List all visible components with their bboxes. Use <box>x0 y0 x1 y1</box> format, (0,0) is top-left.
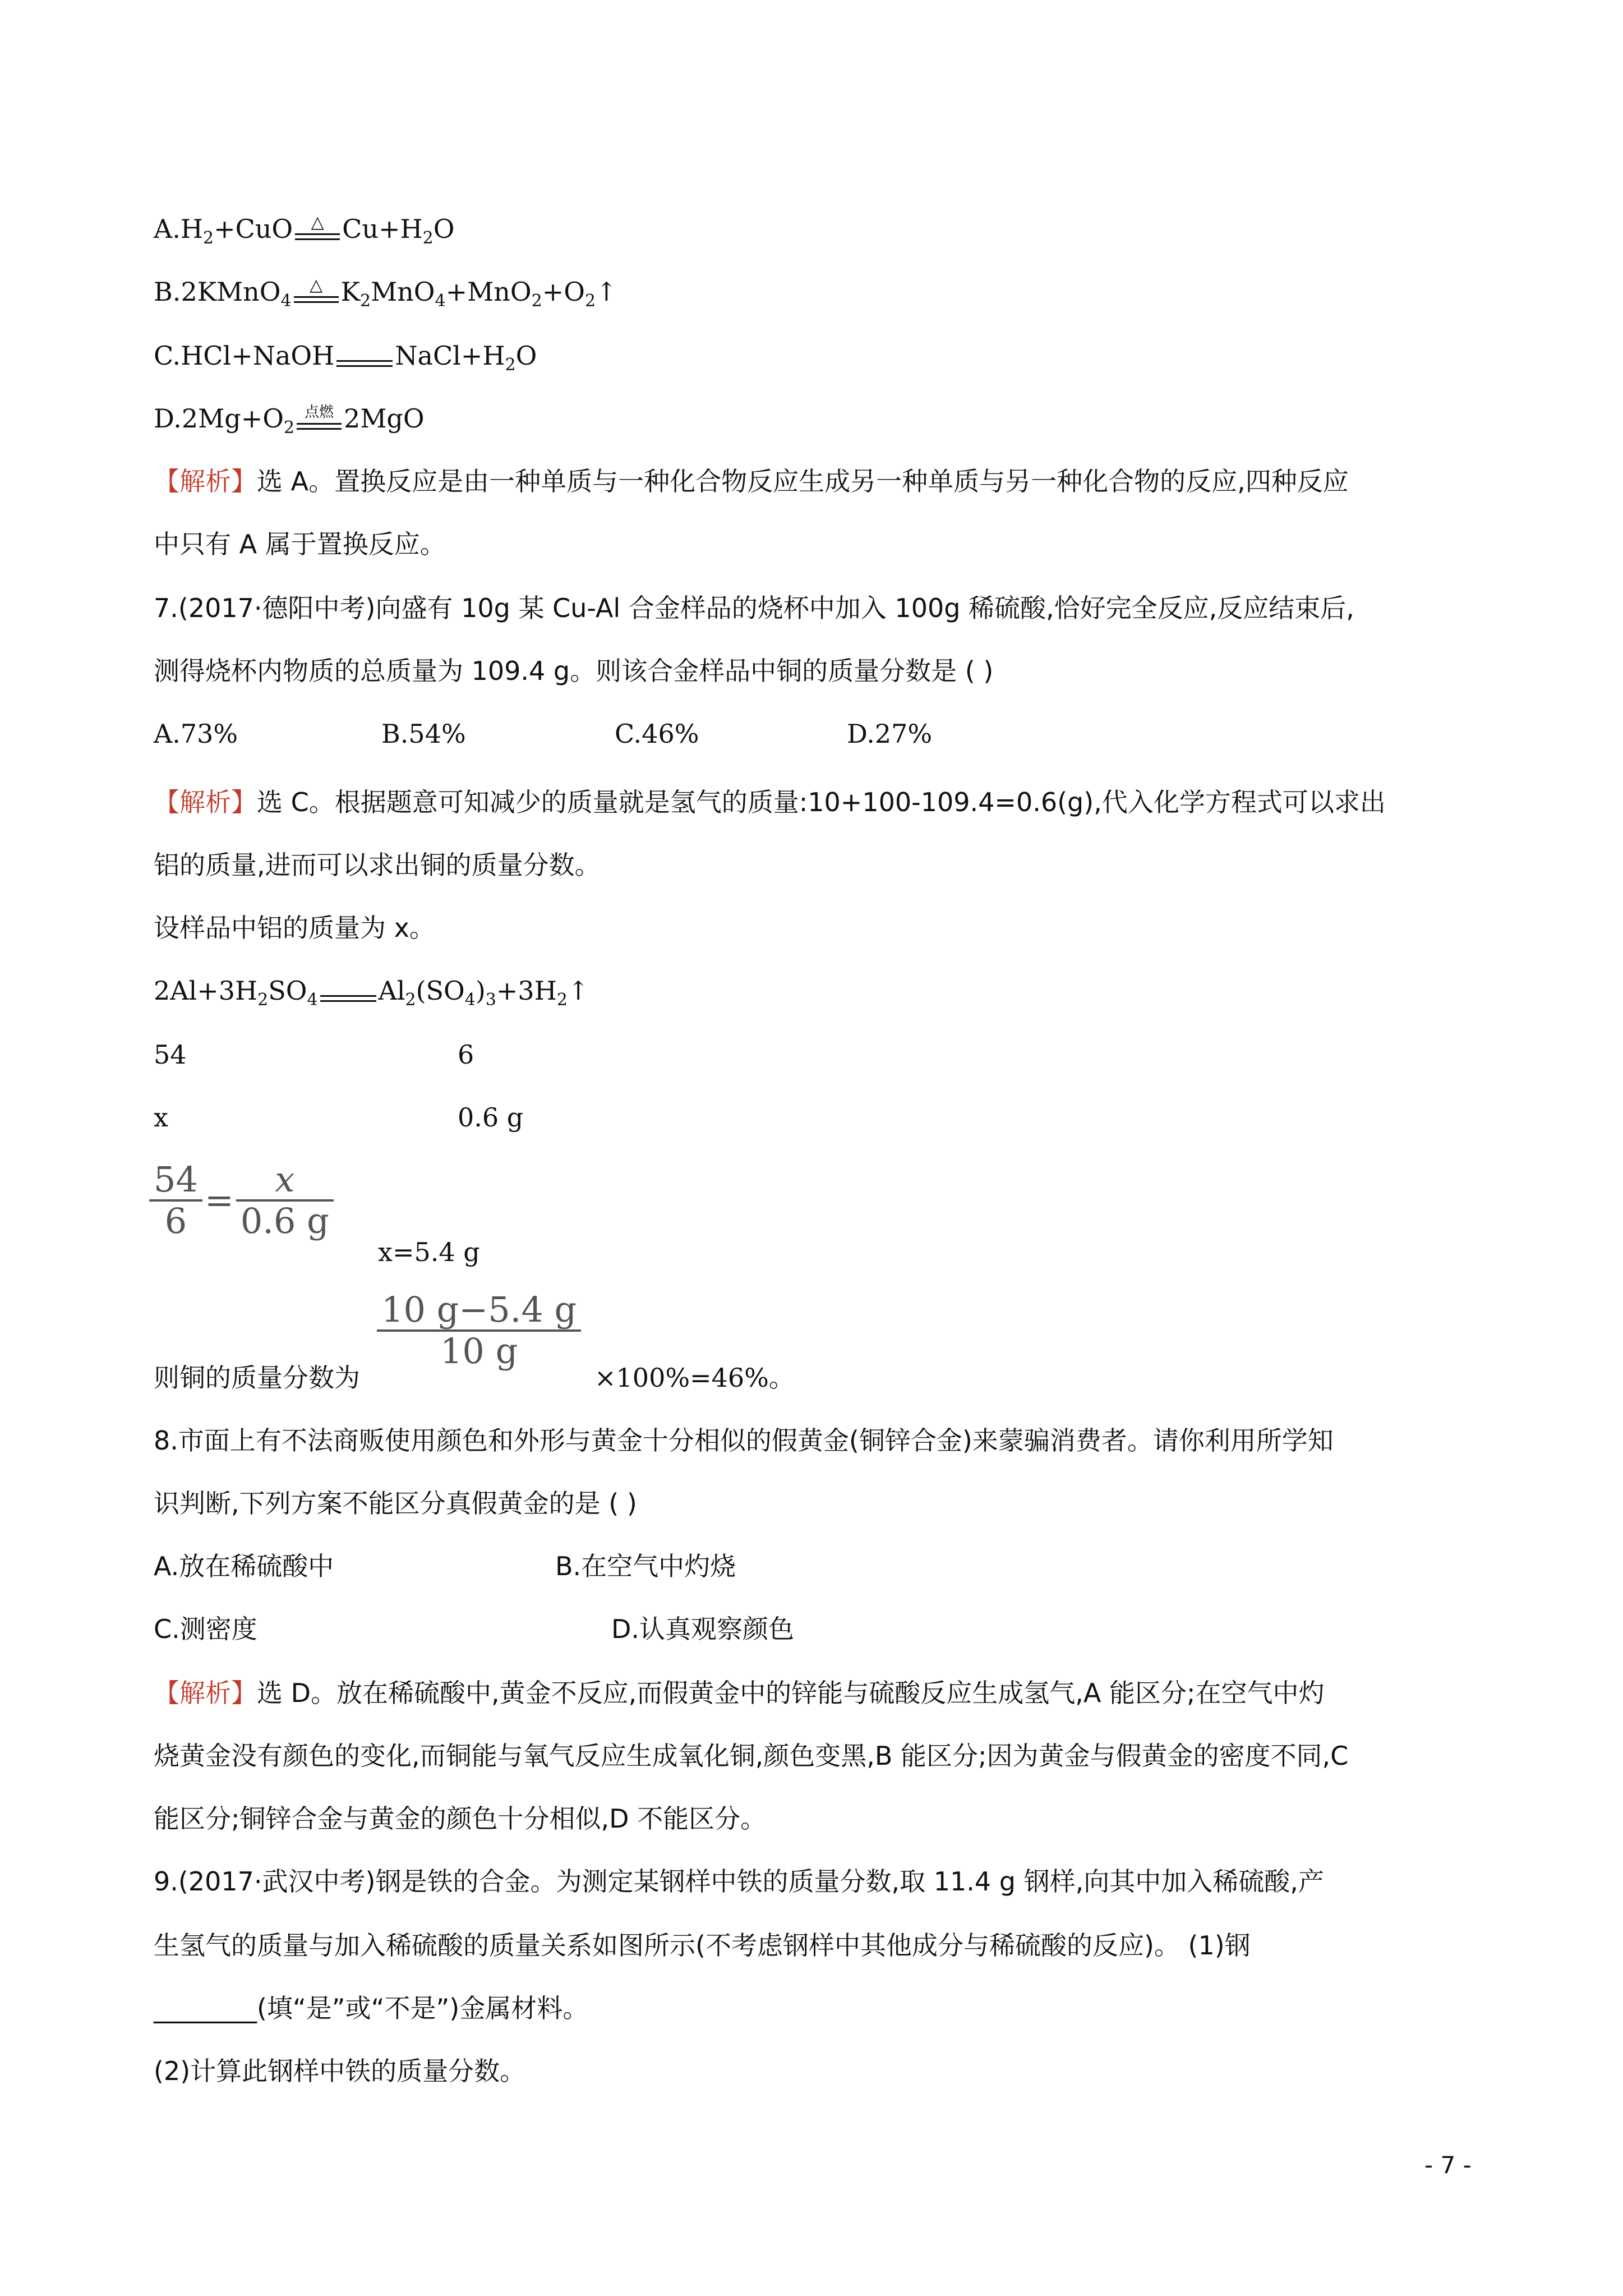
q7-analysis-line3: 设样品中铝的质量为 x。 <box>154 913 435 943</box>
formula-text: (SO <box>416 976 465 1006</box>
q6-analysis-line1 <box>154 463 1349 499</box>
reaction-equals <box>336 338 393 374</box>
ignite-condition: 点燃 <box>305 404 334 421</box>
formula-text: +CuO <box>214 214 293 244</box>
q7-analysis-line2: 铝的质量,进而可以求出铜的质量分数。 <box>154 850 601 880</box>
mass-ratio-left: 54 <box>154 1039 187 1070</box>
subscript: 2 <box>202 228 214 249</box>
q8-option-b: B.在空气中灼烧 <box>555 1551 736 1581</box>
option-a <box>154 211 454 256</box>
formula-text: NaCl+H <box>395 341 505 371</box>
mass-unknown-left: x <box>154 1102 168 1133</box>
q8-option-c: C.测密度 <box>154 1614 257 1644</box>
subscript: 4 <box>280 291 292 311</box>
copper-fraction <box>377 1290 581 1371</box>
option-label: A. <box>154 214 181 244</box>
q8-analysis-line1 <box>154 1675 1325 1711</box>
q7-option-d: D.27% <box>847 719 933 749</box>
option-label: B. <box>154 277 181 307</box>
subscript: 2 <box>505 355 516 375</box>
q8-option-d: D.认真观察颜色 <box>611 1614 795 1644</box>
q8-analysis-line2: 烧黄金没有颜色的变化,而铜能与氧气反应生成氧化铜,颜色变黑,B 能区分;因为黄金与假黄金的密度不同,C <box>154 1741 1349 1771</box>
subscript: 2 <box>531 291 542 311</box>
q7-stem-line1: 7.(2017·德阳中考)向盛有 10g 某 Cu-Al 合金样品的烧杯中加入 100g 稀硫酸,恰好完全反应,反应结束后, <box>154 593 1354 623</box>
subscript: 2 <box>422 228 434 249</box>
fraction-copper <box>377 1290 581 1371</box>
subscript: 3 <box>485 990 496 1010</box>
q7-stem-line2: 测得烧杯内物质的总质量为 109.4 g。则该合金样品中铜的质量分数是 ( ) <box>154 656 994 686</box>
analysis-text: 选 A。置换反应是由一种单质与一种化合物反应生成另一种单质与另一种化合物的反应,四种反应 <box>257 466 1349 496</box>
option-b <box>154 274 617 319</box>
formula-text: +3H <box>496 976 557 1006</box>
formula-text: 2Al+3H <box>154 976 258 1006</box>
q9-stem-line4: (2)计算此钢样中铁的质量分数。 <box>154 2056 526 2086</box>
option-d <box>154 401 425 446</box>
fraction-numerator: 54 <box>149 1160 202 1202</box>
q7-analysis-line1 <box>154 784 1386 820</box>
formula-text: MnO <box>371 277 435 307</box>
subscript: 4 <box>307 990 318 1010</box>
formula-text: Al <box>378 976 405 1006</box>
q9-stem-line3: ________(填“是”或“不是”)金属材料。 <box>154 1993 589 2023</box>
mass-ratio-right: 6 <box>458 1039 474 1070</box>
fraction-x-0-6g <box>236 1160 334 1241</box>
copper-result-suffix: ×100%=46%。 <box>594 1363 795 1393</box>
gas-arrow-icon: ↑ <box>596 277 617 307</box>
q7-option-c: C.46% <box>615 719 699 749</box>
formula-text: SO <box>268 976 307 1006</box>
subscript: 2 <box>584 291 596 311</box>
subscript: 2 <box>359 291 371 311</box>
fraction-numerator: 10 g−5.4 g <box>377 1290 581 1332</box>
fraction-denominator: 10 g <box>440 1331 518 1372</box>
formula-text: O <box>433 214 455 244</box>
reaction-equals <box>294 274 339 310</box>
formula-text: HCl+NaOH <box>181 341 335 371</box>
q8-stem-line1: 8.市面上有不法商贩使用颜色和外形与黄金十分相似的假黄金(铜锌合金)来蒙骗消费者。请你利用所学知 <box>154 1425 1334 1456</box>
subscript: 2 <box>283 418 295 438</box>
copper-result-prefix: 则铜的质量分数为 <box>154 1363 360 1393</box>
q6-analysis-line2: 中只有 A 属于置换反应。 <box>154 529 446 559</box>
option-label: C. <box>154 341 181 371</box>
q7-option-b: B.54% <box>381 719 466 749</box>
subscript: 4 <box>464 990 476 1010</box>
q9-stem-line2: 生氢气的质量与加入稀硫酸的质量关系如图所示(不考虑钢样中其他成分与稀硫酸的反应)。 (1)钢 <box>154 1930 1251 1961</box>
subscript: 2 <box>556 990 568 1010</box>
formula-text: H <box>180 214 203 244</box>
q8-option-a: A.放在稀硫酸中 <box>154 1551 334 1581</box>
reaction-equals <box>320 973 376 1009</box>
subscript: 4 <box>435 291 446 311</box>
formula-text: ) <box>475 976 486 1006</box>
equals-sign: = <box>204 1180 234 1221</box>
q8-analysis-line3: 能区分;铜锌合金与黄金的颜色十分相似,D 不能区分。 <box>154 1803 767 1834</box>
option-c <box>154 338 537 383</box>
x-result: x=5.4 g <box>378 1237 480 1267</box>
proportion-equation <box>149 1160 334 1241</box>
fraction-denominator: 0.6 g <box>240 1200 329 1241</box>
formula-text: 2KMnO <box>181 277 281 307</box>
option-label: D. <box>154 403 182 434</box>
fraction-denominator: 6 <box>164 1200 187 1241</box>
reaction-equals <box>297 401 342 436</box>
reaction-equals <box>295 211 340 247</box>
heat-condition: △ <box>310 275 323 295</box>
heat-condition: △ <box>311 213 324 232</box>
fraction-numerator: x <box>236 1160 334 1202</box>
analysis-tag: 【解析】 <box>154 787 257 817</box>
q7-equation <box>154 973 589 1018</box>
q8-stem-line2: 识判断,下列方案不能区分真假黄金的是 ( ) <box>154 1488 637 1519</box>
formula-text: Cu+H <box>342 214 423 244</box>
page-number: - 7 - <box>1424 2151 1472 2179</box>
analysis-text: 选 C。根据题意可知减少的质量就是氢气的质量:10+100-109.4=0.6(g),代入化学方程式可以求出 <box>257 787 1386 817</box>
subscript: 2 <box>405 990 416 1010</box>
fraction-54-6 <box>149 1160 202 1241</box>
formula-text: 2Mg+O <box>181 403 284 434</box>
formula-text: +MnO <box>445 277 532 307</box>
formula-text: 2MgO <box>344 403 425 434</box>
formula-text: +O <box>542 277 585 307</box>
mass-known-right: 0.6 g <box>458 1102 524 1133</box>
subscript: 2 <box>257 990 269 1010</box>
analysis-text: 选 D。放在稀硫酸中,黄金不反应,而假黄金中的锌能与硫酸反应生成氢气,A 能区分;在空气中灼 <box>257 1678 1325 1708</box>
analysis-tag: 【解析】 <box>154 1678 257 1708</box>
gas-arrow-icon: ↑ <box>567 976 589 1006</box>
formula-text: K <box>340 277 360 307</box>
formula-text: O <box>515 341 537 371</box>
analysis-tag: 【解析】 <box>154 466 257 496</box>
q7-option-a: A.73% <box>154 719 238 749</box>
q9-stem-line1: 9.(2017·武汉中考)钢是铁的合金。为测定某钢样中铁的质量分数,取 11.4 g 钢样,向其中加入稀硫酸,产 <box>154 1866 1324 1897</box>
